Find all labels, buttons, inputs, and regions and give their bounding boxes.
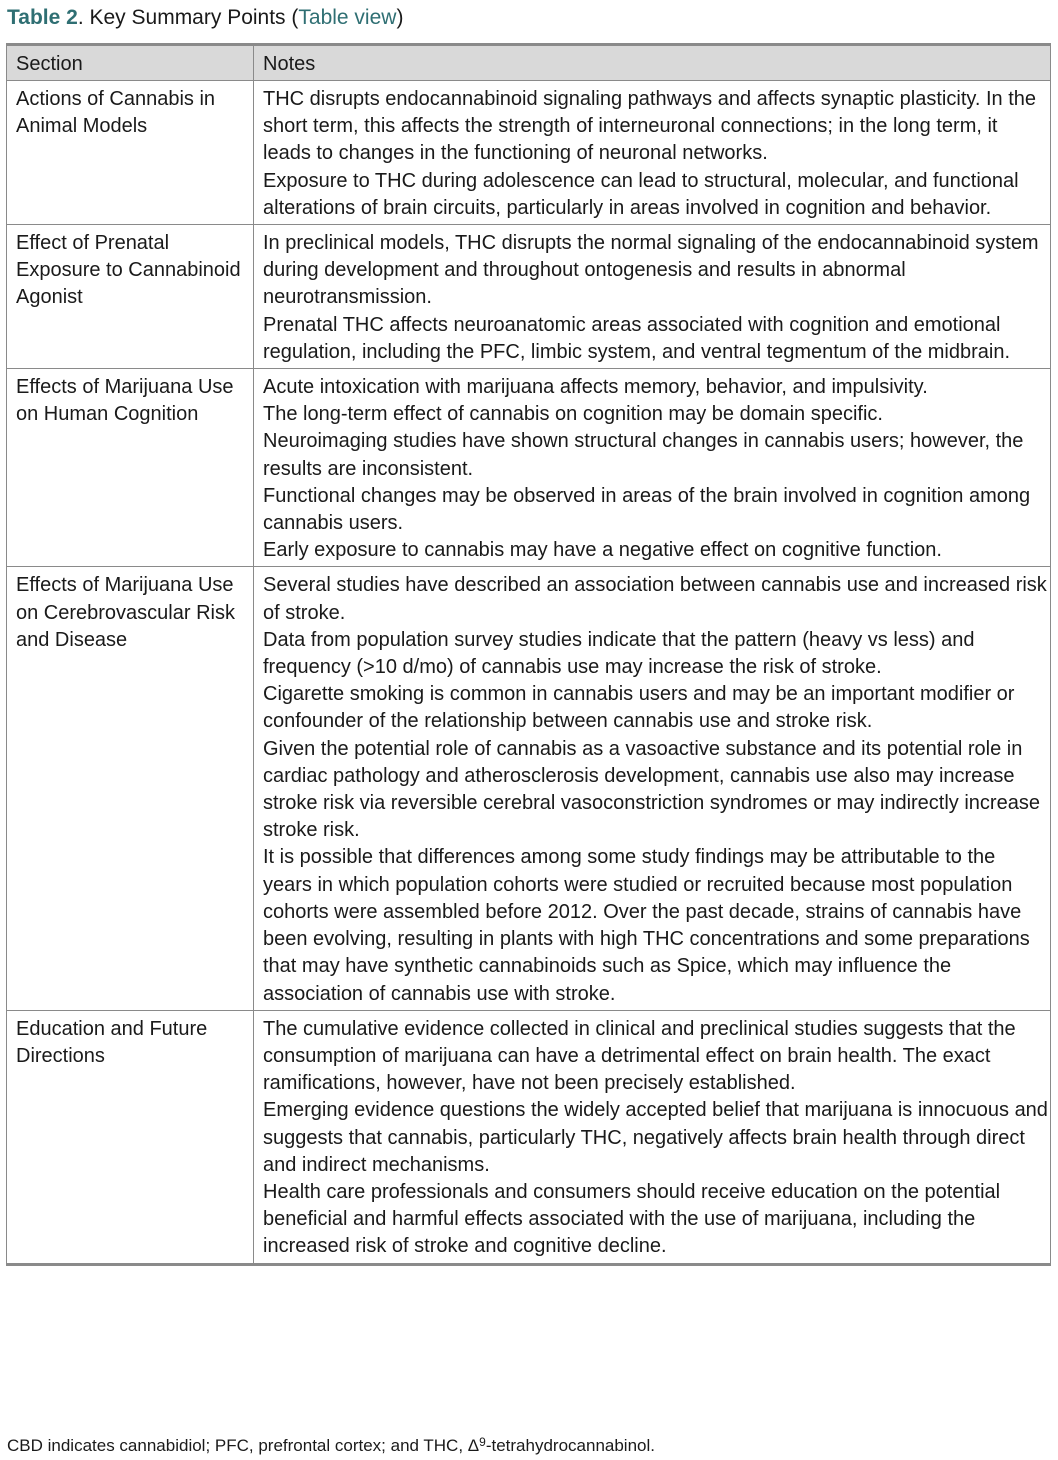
header-section: Section <box>7 45 254 81</box>
note-line: Health care professionals and consumers should receive education on the potential beneficial and harmful effects associated with the use of marijuana, including the increased risk of stroke and cognitive decline. <box>263 1180 1001 1258</box>
section-cell: Effects of Marijuana Use on Cerebrovascular Risk and Disease <box>7 567 254 1010</box>
table-row <box>7 567 1051 1010</box>
table-row <box>7 369 1051 567</box>
header-notes: Notes <box>254 45 1051 81</box>
section-cell: Effect of Prenatal Exposure to Cannabinoid Agonist <box>7 225 254 369</box>
notes-cell <box>254 567 1051 1010</box>
table-caption <box>7 4 403 32</box>
notes-cell <box>254 225 1051 369</box>
section-cell: Education and Future Directions <box>7 1010 254 1264</box>
footnote-text-end: -tetrahydrocannabinol. <box>485 1436 655 1455</box>
note-line: In preclinical models, THC disrupts the normal signaling of the endocannabinoid system during development and throughout ontogenesis and results in abnormal neurotransmission. <box>263 232 1039 309</box>
notes-cell <box>254 81 1051 225</box>
notes-cell <box>254 369 1051 567</box>
note-line: It is possible that differences among some study findings may be attributable to the years in which population cohorts were studied or recruited because most population cohorts were assembled before 2012. Over the past decade, strains of cannabis have been evolving, resulting in plants with high THC concentrations and some preparations that may have synthetic cannabinoids such as Spice, which may influence the association of cannabis use with stroke. <box>263 846 1030 1005</box>
table-title: Key Summary Points ( <box>83 6 299 29</box>
note-line: The long-term effect of cannabis on cognition may be domain specific. <box>263 403 883 426</box>
table-number: Table 2 <box>7 6 78 29</box>
table-view-link[interactable]: Table view <box>298 6 397 29</box>
note-line: Neuroimaging studies have shown structural changes in cannabis users; however, the results are inconsistent. <box>263 430 1024 480</box>
table-row <box>7 1010 1051 1264</box>
caption-separator: . <box>77 6 84 29</box>
table-row <box>7 225 1051 369</box>
notes-cell <box>254 1010 1051 1264</box>
table-header-row <box>7 45 1051 81</box>
note-line: Exposure to THC during adolescence can lead to structural, molecular, and functional alterations of brain circuits, particularly in areas involved in cognition and behavior. <box>263 169 1019 219</box>
note-line: Cigarette smoking is common in cannabis users and may be an important modifier or confounder of the relationship between cannabis use and stroke risk. <box>263 683 1015 733</box>
note-line: Given the potential role of cannabis as a vasoactive substance and its potential role in cardiac pathology and atherosclerosis development, cannabis use also may increase stroke risk via reversible cerebral vasoconstriction syndromes or may indirectly increase stroke risk. <box>263 737 1040 842</box>
table-footnote <box>7 1434 655 1458</box>
table-row <box>7 81 1051 225</box>
section-cell: Effects of Marijuana Use on Human Cognition <box>7 369 254 567</box>
caption-close: ) <box>396 6 404 29</box>
note-line: Emerging evidence questions the widely accepted belief that marijuana is innocuous and suggests that cannabis, particularly THC, negatively affects brain health through direct and indirect mechanisms. <box>263 1099 1048 1176</box>
note-line: Early exposure to cannabis may have a negative effect on cognitive function. <box>263 539 942 562</box>
footnote-text: CBD indicates cannabidiol; PFC, prefrontal cortex; and THC, Δ <box>7 1436 480 1455</box>
note-line: Several studies have described an association between cannabis use and increased risk of stroke. <box>263 574 1047 624</box>
section-cell: Actions of Cannabis in Animal Models <box>7 81 254 225</box>
table-body <box>7 81 1051 1265</box>
note-line: Prenatal THC affects neuroanatomic areas associated with cognition and emotional regulation, including the PFC, limbic system, and ventral tegmentum of the midbrain. <box>263 313 1011 363</box>
note-line: Data from population survey studies indicate that the pattern (heavy vs less) and frequency (>10 d/mo) of cannabis use may increase the risk of stroke. <box>263 628 975 679</box>
summary-table <box>6 43 1051 1266</box>
note-line: Acute intoxication with marijuana affects memory, behavior, and impulsivity. <box>263 376 928 399</box>
footnote-superscript: 9 <box>479 1435 486 1449</box>
note-line: The cumulative evidence collected in clinical and preclinical studies suggests that the consumption of marijuana can have a detrimental effect on brain health. The exact ramifications, however, have not been precisely established. <box>263 1017 1016 1095</box>
note-line: Functional changes may be observed in areas of the brain involved in cognition among cannabis users. <box>263 484 1031 535</box>
note-line: THC disrupts endocannabinoid signaling pathways and affects synaptic plasticity. In the short term, this affects the strength of interneuronal connections; in the long term, it leads to changes in the functioning of neuronal networks. <box>263 88 1037 165</box>
